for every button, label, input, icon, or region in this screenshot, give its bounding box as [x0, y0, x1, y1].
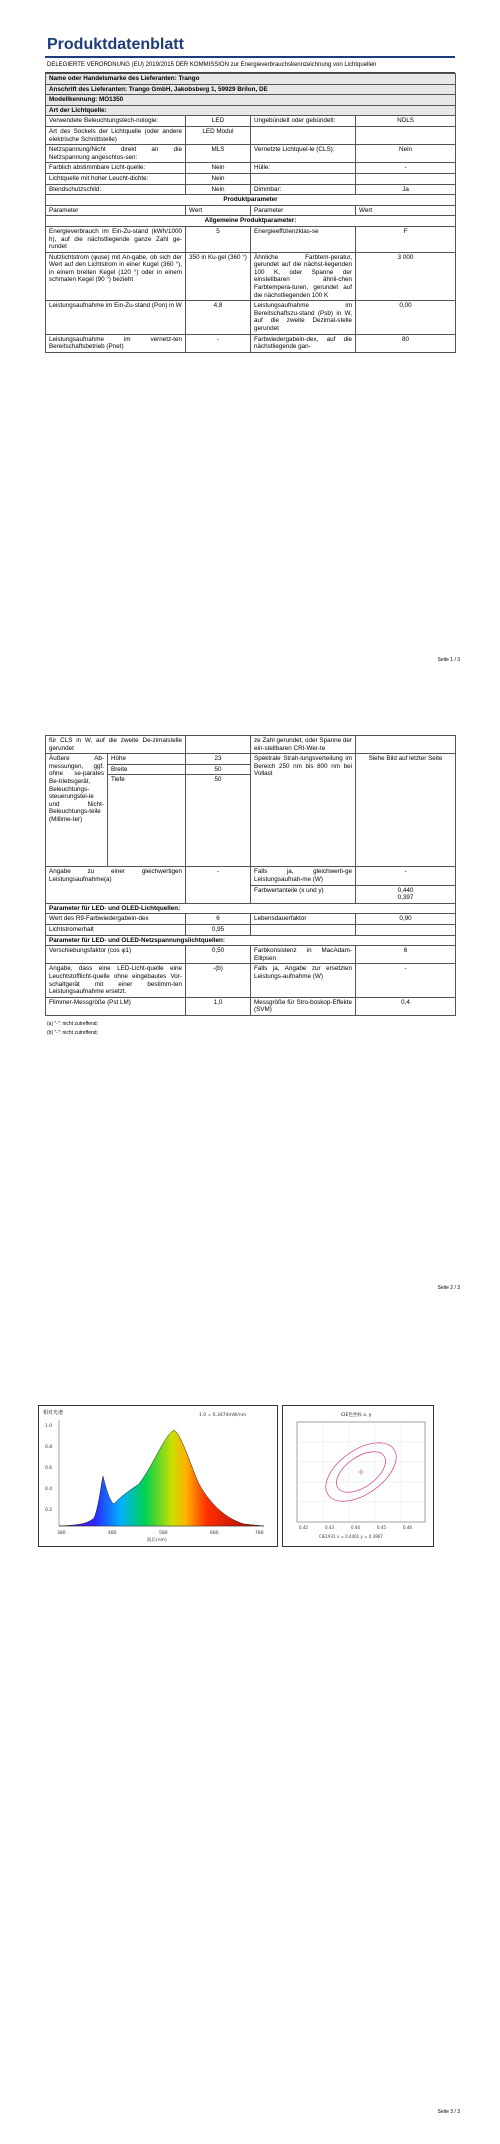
table-row	[46, 946, 456, 964]
x-tick-label: 580	[159, 1531, 168, 1536]
cell: Farbwiedergabein-dex, auf die nächstliegende gan-	[251, 334, 356, 352]
section-led: Parameter für LED- und OLED-Lichtquellen:	[46, 903, 456, 914]
cell: Leistungsaufnahme im Bereitschaftszu-stand (Psb) in W, auf die zweite Dezimal-stelle gerundet	[251, 301, 356, 334]
supplier-row: Name oder Handelsmarke des Lieferanten: Trango	[46, 74, 456, 85]
table-row	[46, 226, 456, 252]
cell	[356, 924, 456, 935]
cell: Nein	[186, 184, 251, 195]
cell: 5	[186, 226, 251, 252]
cell: 3 000	[356, 252, 456, 301]
cell	[356, 885, 456, 903]
cell: NDLS	[356, 116, 456, 127]
cell: Verwendete Beleuchtungstech-nologie:	[46, 116, 186, 127]
column-header: Wert	[356, 205, 456, 216]
address-row: Anschrift des Lieferanten: Trango GmbH, Jakobsberg 1, 59929 Brilon, DE	[46, 84, 456, 95]
cell: Nein	[356, 145, 456, 163]
cell: Falls ja, gleichwerti-ge Leistungsaufnah-me (W)	[251, 867, 356, 885]
cell: 23	[186, 754, 251, 765]
cell: Lebensdauerfaktor	[251, 914, 356, 925]
type-row: Art der Lichtquelle:	[46, 105, 456, 116]
cell: Ungebündelt oder gebündelt:	[251, 116, 356, 127]
cell	[356, 126, 456, 144]
footnote: (a) "-": nicht zutreffend;	[47, 1020, 98, 1027]
cell: Hülle:	[251, 163, 356, 174]
table-row	[46, 163, 456, 174]
cell: 50	[186, 764, 251, 775]
chromaticity-y: 0,397	[397, 894, 414, 902]
cell	[186, 736, 251, 754]
page-3	[0, 1395, 500, 2144]
cie-svg	[283, 1406, 433, 1546]
cell: Leistungsaufnahme im vernetz-ten Bereitschaftsbetrieb (Pnet)	[46, 334, 186, 352]
column-header: Parameter	[46, 205, 186, 216]
page-2-content	[45, 735, 455, 1042]
x-tick-label: 380	[57, 1531, 66, 1536]
cell: Art des Sockels der Lichtquelle (oder andere elektrische Schnittstelle)	[46, 126, 186, 144]
cell	[251, 924, 356, 935]
cell: F	[356, 226, 456, 252]
cell: 50	[186, 775, 251, 867]
table-row	[46, 334, 456, 352]
column-header: Parameter	[251, 205, 356, 216]
cell: 6	[356, 946, 456, 964]
cell: Ähnliche Farbtem-peratur, gerundet auf die nächst-liegenden 100 K, oder Spanne der einstellbaren ähnli-chen Farbtempera-turen, gerundet auf die nächstliegenden 100 K	[251, 252, 356, 301]
x-tick-label: 780	[255, 1531, 264, 1536]
x-axis-label: CIE1931 x = 0.4401 y = 0.3967	[319, 1534, 383, 1539]
cell: -(b)	[186, 964, 251, 997]
cell: 0,00	[356, 301, 456, 334]
spectrum-chart	[38, 1405, 278, 1547]
cell: Lichtstromerhalt	[46, 924, 186, 935]
chromaticity-x: 0,440	[397, 886, 414, 894]
cell: Lichtquelle mit hoher Leucht-dichte:	[46, 173, 186, 184]
cell: Breite	[108, 764, 186, 775]
cell	[356, 736, 456, 754]
column-header: Wert	[186, 205, 251, 216]
cie-title: CIE色坐标 x, y	[341, 1413, 372, 1418]
x-tick-label: 480	[108, 1531, 117, 1536]
y-tick-label: 0.4	[45, 1487, 53, 1492]
cell: MLS	[186, 145, 251, 163]
cell: für CLS in W, auf die zweite De-zimalstelle gerundet	[46, 736, 186, 754]
model-row: Modellkennung: MO1350	[46, 95, 456, 106]
cell: LED	[186, 116, 251, 127]
table-row	[46, 754, 456, 765]
cell: Äußere Ab-messungen, ggf. ohne se-parates Be-triebsgerät, Beleuchtungs-steuerungstei-le und Nicht-Beleuchtungs-teile (Millime-ter)	[46, 754, 108, 867]
section-mains: Parameter für LED- und OLED-Netzspannungslichtquellen:	[46, 935, 456, 946]
cell: Energieverbrauch im Ein-Zu-stand (kWh/1000 h), auf die nächstliegende ganze Zahl ge-rundet	[46, 226, 186, 252]
cell: 0,4	[356, 997, 456, 1015]
cell: 80	[356, 334, 456, 352]
section-general-parameters: Allgemeine Produktparameter:	[46, 216, 456, 227]
y-tick-label: 0.6	[45, 1466, 53, 1471]
y-tick-label: 0.8	[45, 1445, 53, 1450]
footnotes	[45, 1016, 455, 1042]
cell: 4,8	[186, 301, 251, 334]
table-row	[46, 184, 456, 195]
page-number: Seite 1 / 3	[437, 657, 460, 663]
cell: Farbwertanteile (x und y)	[251, 885, 356, 903]
cell: Nutzlichtstrom (φuse) mit An-gabe, ob sich der Wert auf den Lichtstrom in einer Kugel (360 °), in einem breiten Kegel (120 °) oder in einem schmalen Kegel (90 °) bezieht	[46, 252, 186, 301]
cell: 0,50	[186, 946, 251, 964]
cell: Energieeffizienzklas-se	[251, 226, 356, 252]
table-row	[46, 252, 456, 301]
cell: -	[356, 964, 456, 997]
cell: 1,0	[186, 997, 251, 1015]
x-tick-label: 0.45	[377, 1525, 386, 1530]
cell: Spektrale Strah-lungsverteilung im Bereich 250 nm bis 800 nm bei Vollast	[251, 754, 356, 867]
cell: Tiefe	[108, 775, 186, 867]
page-1	[0, 0, 500, 680]
cell: Netzspannung/Nicht direkt an die Netzspannung angeschlos-sen:	[46, 145, 186, 163]
spectrum-svg	[39, 1406, 277, 1546]
cell: -	[356, 163, 456, 174]
cell: -	[186, 334, 251, 352]
cell: Blendschutzschild:	[46, 184, 186, 195]
x-tick-label: 0.43	[325, 1525, 334, 1530]
page-1-content	[45, 36, 455, 353]
cell: -	[186, 867, 251, 903]
cell: Höhe	[108, 754, 186, 765]
cell: Farbkonsistenz in MacAdam-Ellipsen	[251, 946, 356, 964]
cell: 6	[186, 914, 251, 925]
footnote: (b) "-": nicht zutreffend;	[47, 1029, 98, 1036]
cell: Farblich abstimmbare Licht-quelle:	[46, 163, 186, 174]
cell: LED Modul	[186, 126, 251, 144]
spectrum-legend: 1.0 = 6.3474mW/nm	[199, 1413, 247, 1418]
table-row	[46, 145, 456, 163]
table-row	[46, 964, 456, 997]
cell: 0,90	[356, 914, 456, 925]
table-row	[46, 173, 456, 184]
cell: Wert des R9-Farbwiedergabein-dex	[46, 914, 186, 925]
cell	[356, 173, 456, 184]
spectrum-curve	[59, 1430, 264, 1526]
y-tick-label: 0.2	[45, 1508, 53, 1513]
table-row	[46, 736, 456, 754]
cell: Vernetzte Lichtquel-le (CLS):	[251, 145, 356, 163]
regulation-text: DELEGIERTE VERORDNUNG (EU) 2019/2015 DER KOMMISSION zur Energieverbrauchskennzeichnung von Lichtquellen	[45, 58, 455, 73]
cell: Nein	[186, 173, 251, 184]
product-table	[45, 73, 456, 353]
cell	[251, 173, 356, 184]
table-row	[46, 997, 456, 1015]
section-product-parameters: Produktparameter	[46, 195, 456, 206]
cell: Verschiebungsfaktor (cos φ1)	[46, 946, 186, 964]
table-row	[46, 301, 456, 334]
cell: 0,95	[186, 924, 251, 935]
table-row	[46, 924, 456, 935]
doc-title: Produktdatenblatt	[45, 36, 455, 58]
product-table-continued	[45, 735, 456, 1016]
cell: Angabe, dass eine LED-Licht-quelle eine Leuchtstofflicht-quelle ohne eingebautes Vor-schaltgerät mit einer bestimm-ten Leistungsaufnahme ersetzt.	[46, 964, 186, 997]
cell: Dimmbar:	[251, 184, 356, 195]
table-row	[46, 126, 456, 144]
table-row	[46, 116, 456, 127]
cell: Nein	[186, 163, 251, 174]
cell: Messgröße für Stro-boskop-Effekte (SVM)	[251, 997, 356, 1015]
spectrum-title: 相对光谱	[43, 1410, 64, 1416]
x-tick-label: 0.44	[351, 1525, 360, 1530]
cell: Falls ja, Angabe zur ersetzten Leistungs-aufnahme (W)	[251, 964, 356, 997]
table-row	[46, 867, 456, 885]
x-tick-label: 0.46	[403, 1525, 412, 1530]
y-tick-label: 1.0	[45, 1424, 53, 1429]
x-tick-label: 680	[210, 1531, 219, 1536]
cell: Leistungsaufnahme im Ein-Zu-stand (Pon) in W	[46, 301, 186, 334]
x-axis-label: 波长(nm)	[147, 1538, 167, 1543]
page-number: Seite 3 / 3	[437, 2109, 460, 2115]
cell	[251, 126, 356, 144]
cell: Siehe Bild auf letzter Seite	[356, 754, 456, 867]
cell: Angabe zu einer gleichwertigen Leistungsaufnahme(a)	[46, 867, 186, 903]
x-tick-label: 0.42	[299, 1525, 308, 1530]
cie-chart	[282, 1405, 434, 1547]
cell: 350 in Ku-gel (360 °)	[186, 252, 251, 301]
cell: Ja	[356, 184, 456, 195]
page-2	[0, 690, 500, 1385]
cell: -	[356, 867, 456, 885]
table-row	[46, 914, 456, 925]
page-number: Seite 2 / 3	[437, 1285, 460, 1291]
cell: Flimmer-Messgröße (Pst LM)	[46, 997, 186, 1015]
header-row	[46, 205, 456, 216]
cell: ze Zahl gerundet, oder Spanne der ein-stellbaren CRI-Wer-te	[251, 736, 356, 754]
